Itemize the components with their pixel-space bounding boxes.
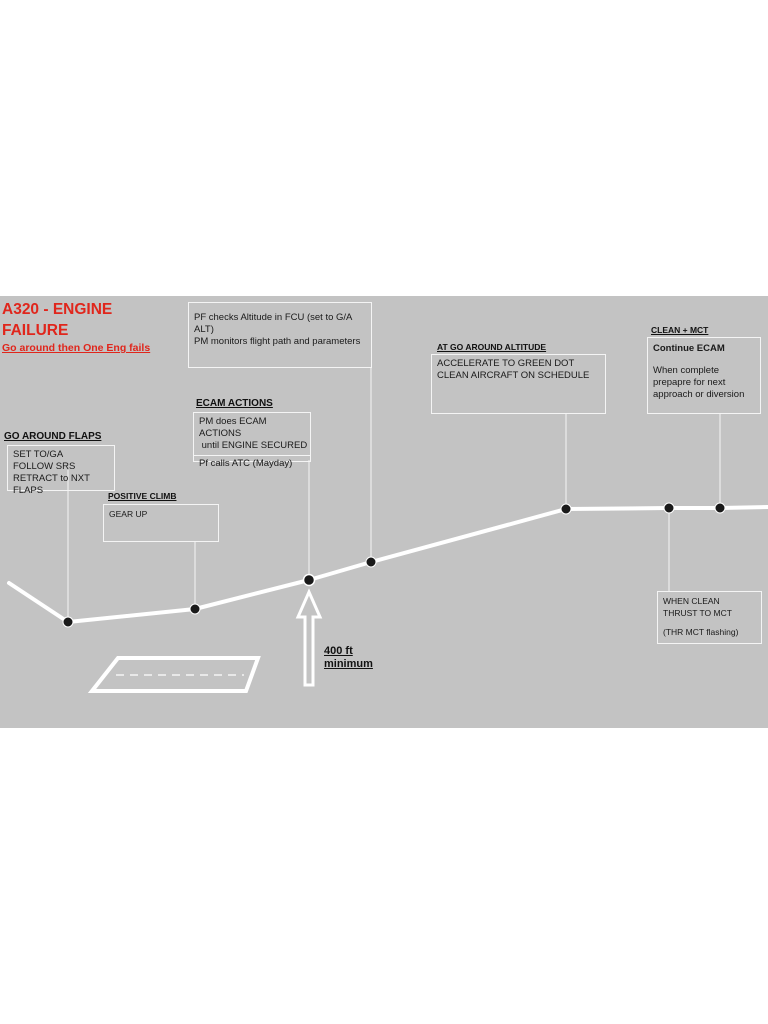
box-at-go-around-altitude [431, 354, 606, 414]
when-clean-line-4: (THR MCT flashing) [663, 627, 739, 637]
label-at-go-around-altitude: AT GO AROUND ALTITUDE [437, 342, 547, 352]
box-ecam-actions [193, 412, 311, 469]
when-clean-line-3 [663, 619, 756, 626]
ecam-actions-line-1: PM does ECAM ACTIONS [199, 416, 267, 439]
node-go-around-flaps [63, 617, 73, 627]
minimum-label-line-2: minimum [324, 658, 373, 670]
clean-mct-heading: Continue ECAM [653, 343, 725, 354]
box-pf-checks [188, 302, 372, 368]
diagram-title: A320 - ENGINE FAILURE [2, 301, 113, 339]
diagram-subtitle: Go around then One Eng fails [2, 342, 151, 354]
go-around-flaps-line-1: SET TO/GA [13, 449, 64, 460]
label-positive-climb: POSITIVE CLIMB [108, 491, 177, 501]
minimum-label [324, 645, 373, 671]
box-go-around-flaps [7, 445, 115, 496]
clean-mct-line-1: When complete prepapre for next approach or diversion [653, 365, 745, 400]
when-clean-line-1: WHEN CLEAN [663, 596, 720, 606]
box-clean-mct [647, 337, 761, 414]
box-when-clean [657, 591, 762, 644]
ecam-actions-line-3: Pf calls ATC (Mayday) [199, 458, 293, 469]
positive-climb-line-1: GEAR UP [109, 509, 148, 519]
ecam-actions-line-2: until ENGINE SECURED [199, 440, 308, 451]
when-clean-line-2: THRUST TO MCT [663, 608, 732, 618]
box-positive-climb [103, 504, 219, 542]
node-pf-checks [366, 557, 376, 567]
node-go-around-altitude [561, 504, 571, 514]
label-clean-mct: CLEAN + MCT [651, 325, 709, 335]
label-ecam-actions: ECAM ACTIONS [196, 398, 273, 409]
node-when-clean [664, 503, 674, 513]
go-around-flaps-line-2: FOLLOW SRS [13, 461, 76, 472]
go-around-flaps-line-3: RETRACT to NXT FLAPS [13, 473, 90, 496]
label-go-around-flaps: GO AROUND FLAPS [4, 431, 102, 442]
go-around-altitude-line-1: ACCELERATE TO GREEN DOT [437, 358, 575, 369]
node-clean-mct [715, 503, 725, 513]
minimum-label-line-1: 400 ft [324, 645, 353, 657]
minimum-arrow [298, 592, 320, 685]
ecam-actions-separator [194, 455, 310, 456]
pf-checks-line-2: PM monitors flight path and parameters [194, 336, 361, 347]
node-400ft [304, 575, 315, 586]
go-around-altitude-line-2: CLEAN AIRCRAFT ON SCHEDULE [437, 370, 590, 381]
diagram-panel [0, 296, 768, 728]
pf-checks-line-1: PF checks Altitude in FCU (set to G/A ALT) [194, 312, 352, 335]
node-positive-climb [190, 604, 200, 614]
